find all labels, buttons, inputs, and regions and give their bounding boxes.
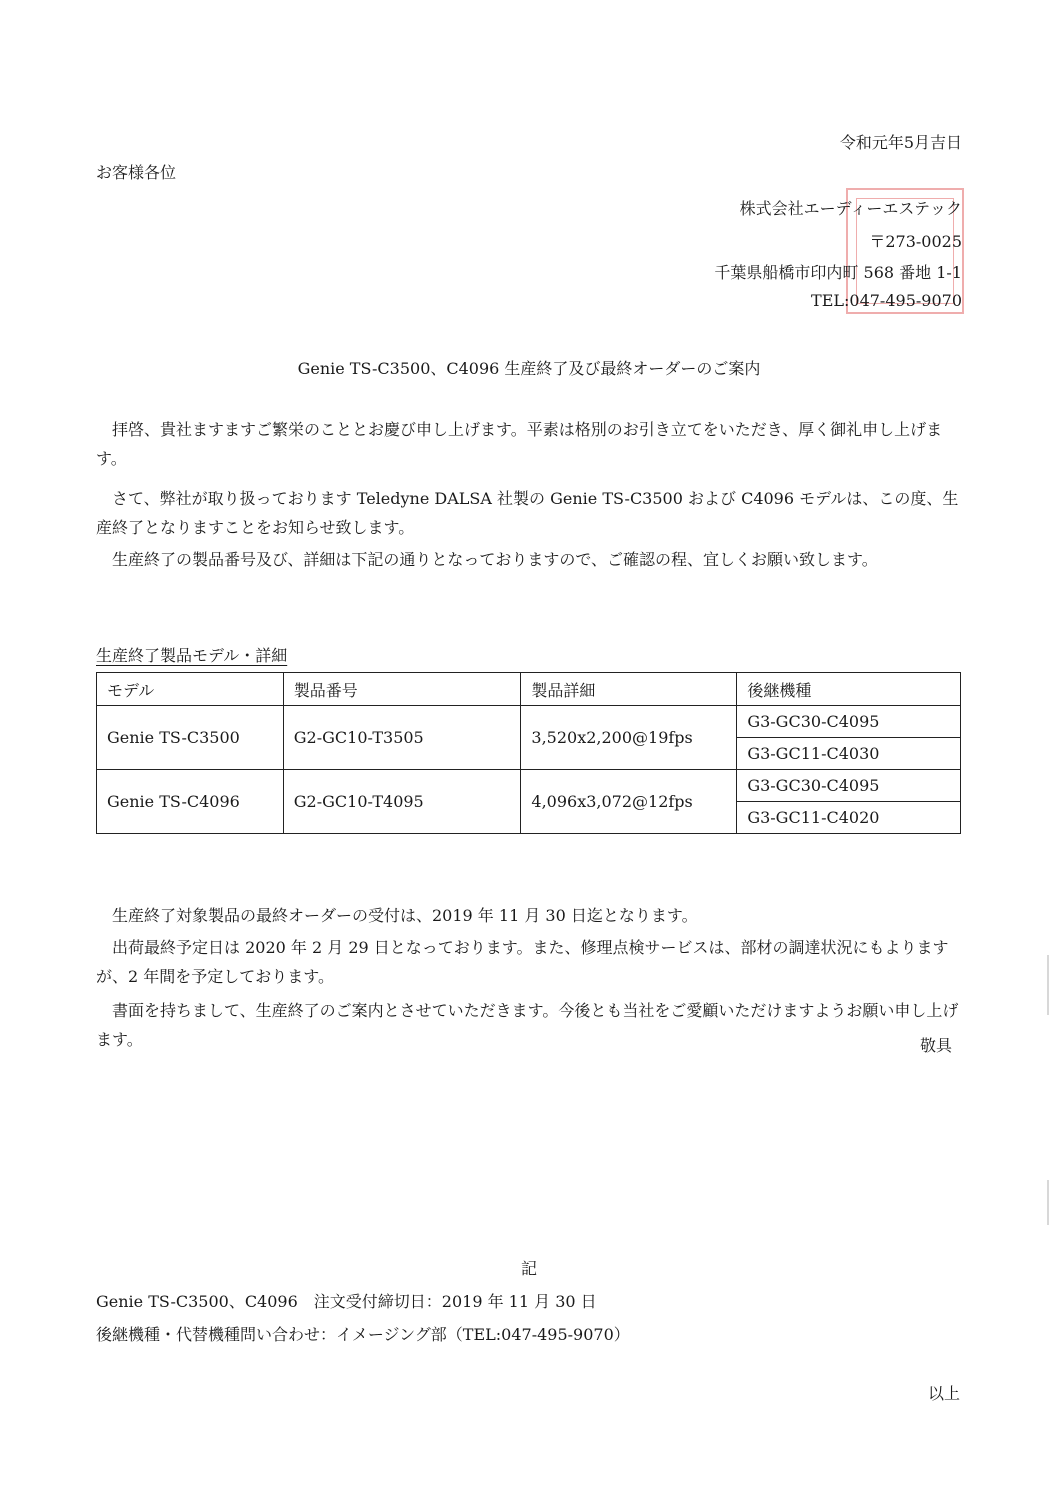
- sender-postal: 〒273-0025: [869, 232, 962, 251]
- cell-model: Genie TS-C4096: [97, 770, 284, 834]
- cell-successor: G3-GC30-C4095: [737, 770, 961, 802]
- table-header-row: [97, 673, 961, 706]
- sender-tel: TEL:047-495-9070: [811, 291, 962, 310]
- column-header-successor: 後継機種: [737, 673, 961, 706]
- cell-detail: 3,520x2,200@19fps: [521, 706, 737, 770]
- order-deadline-note: Genie TS-C3500、C4096 注文受付締切日：2019 年 11 月 30 日: [96, 1292, 597, 1311]
- table-row: [97, 770, 961, 802]
- body-paragraph-3: 生産終了の製品番号及び、詳細は下記の通りとなっておりますので、ご確認の程、宜しくお願い致します。: [112, 550, 878, 569]
- recipient: お客様各位: [96, 163, 177, 182]
- contact-note: 後継機種・代替機種問い合わせ：イメージング部（TEL:047-495-9070）: [96, 1325, 630, 1344]
- cell-successor: G3-GC11-C4020: [737, 802, 961, 834]
- body-paragraph-2: さて、弊社が取り扱っております Teledyne DALSA 社製の Genie TS-C3500 および C4096 モデルは、この度、生産終了となりますことをお知らせ致します。: [96, 489, 959, 537]
- body-paragraph-6: 書面を持ちまして、生産終了のご案内とさせていただきます。今後とも当社をご愛顧いただけますようお願い申し上げます。: [96, 1001, 959, 1049]
- column-header-model: モデル: [97, 673, 284, 706]
- sender-address: 千葉県船橋市印内町 568 番地 1-1: [714, 263, 962, 282]
- body-paragraph-1: 拝啓、貴社ますますご繁栄のこととお慶び申し上げます。平素は格別のお引き立てをいただき、厚く御礼申し上げます。: [96, 420, 943, 468]
- product-table: [96, 672, 961, 834]
- document-date: 令和元年5月吉日: [839, 133, 962, 152]
- cell-part-number: G2-GC10-T4095: [283, 770, 521, 834]
- cell-detail: 4,096x3,072@12fps: [521, 770, 737, 834]
- column-header-detail: 製品詳細: [521, 673, 737, 706]
- body-paragraph-4: 生産終了対象製品の最終オーダーの受付は、2019 年 11 月 30 日迄となります。: [112, 906, 698, 925]
- table-row: [97, 706, 961, 738]
- sender-company: 株式会社エーディーエステック: [739, 199, 962, 218]
- scan-edge-mark: [1047, 1180, 1049, 1225]
- cell-model: Genie TS-C3500: [97, 706, 284, 770]
- table-caption: 生産終了製品モデル・詳細: [96, 646, 288, 665]
- cell-successor: G3-GC11-C4030: [737, 738, 961, 770]
- closing-ijou: 以上: [927, 1384, 960, 1403]
- document-title: Genie TS-C3500、C4096 生産終了及び最終オーダーのご案内: [297, 359, 761, 378]
- body-paragraph-5: 出荷最終予定日は 2020 年 2 月 29 日となっております。また、修理点検サービスは、部材の調達状況にもよりますが、2 年間を予定しております。: [96, 938, 949, 986]
- column-header-part-number: 製品番号: [283, 673, 521, 706]
- cell-part-number: G2-GC10-T3505: [283, 706, 521, 770]
- scan-edge-mark: [1047, 955, 1049, 1015]
- notes-heading: 記: [520, 1259, 537, 1278]
- cell-successor: G3-GC30-C4095: [737, 706, 961, 738]
- closing-keigu: 敬具: [919, 1036, 952, 1055]
